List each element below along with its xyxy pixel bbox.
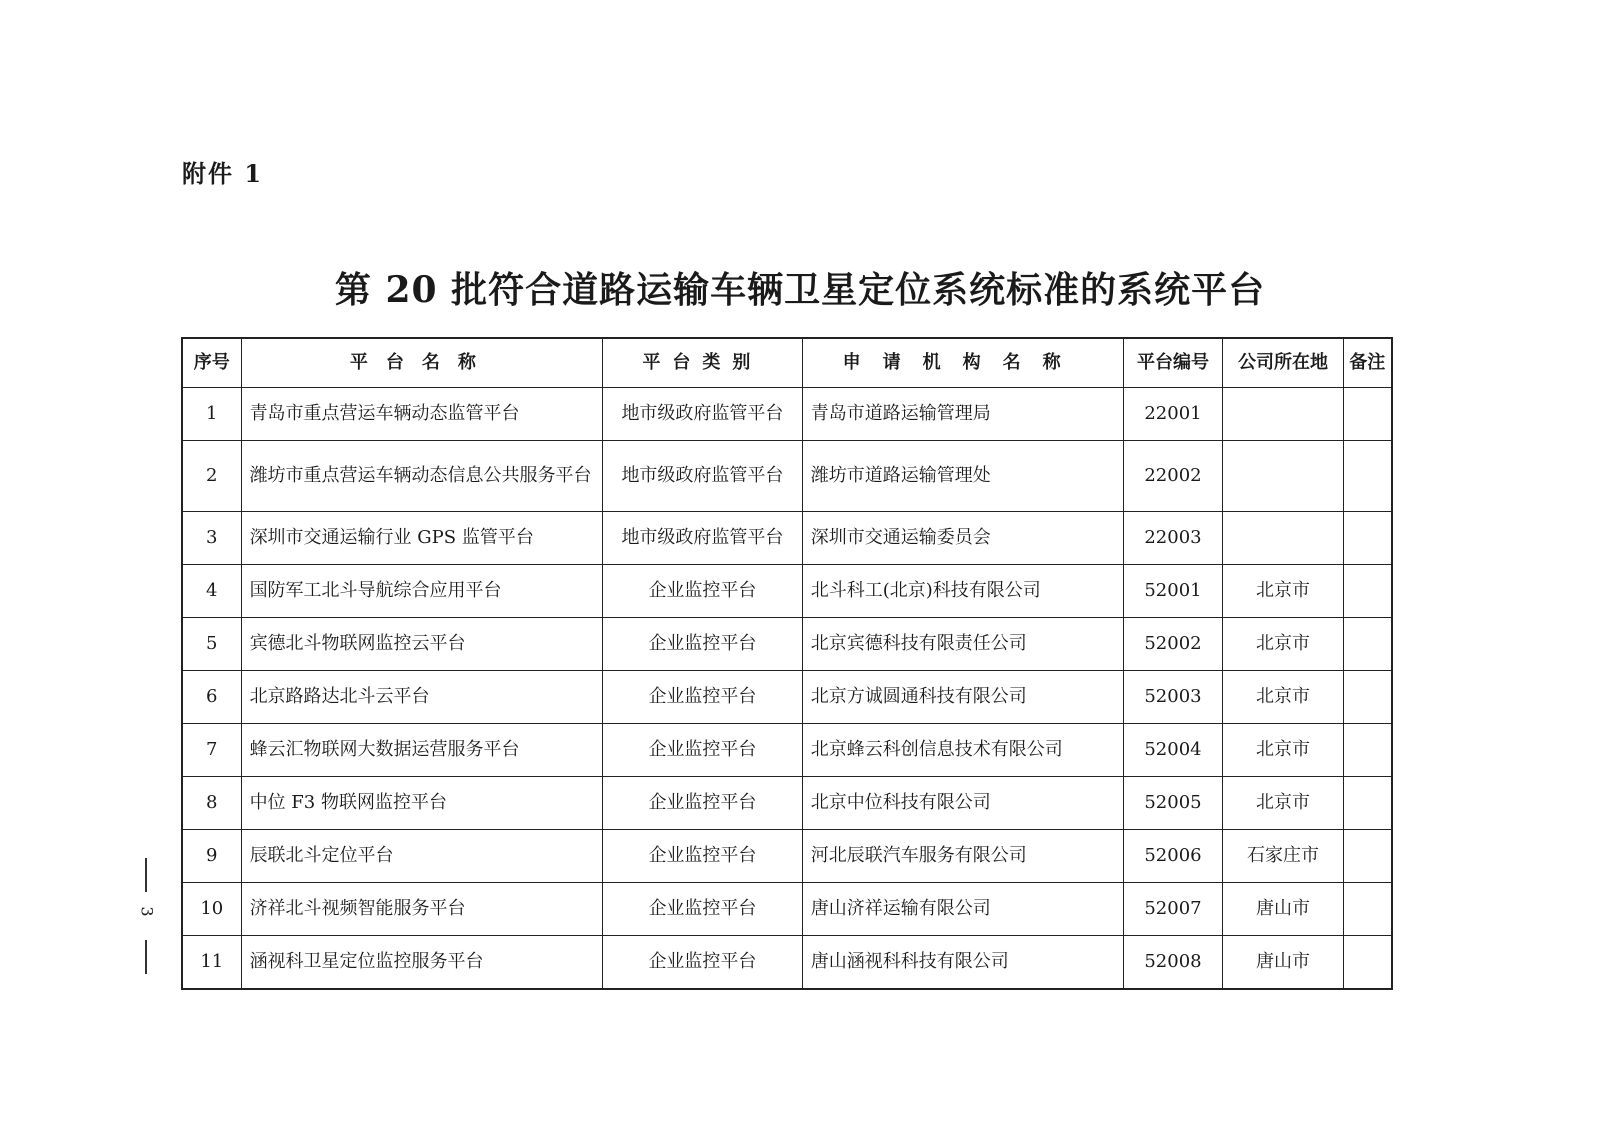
cell-platform-name: 蜂云汇物联网大数据运营服务平台 [241, 724, 603, 777]
header-company-location: 公司所在地 [1223, 338, 1343, 388]
cell-platform-category: 企业监控平台 [603, 883, 803, 936]
cell-applicant-org: 北京蜂云科创信息技术有限公司 [802, 724, 1123, 777]
cell-applicant-org: 北京宾德科技有限责任公司 [802, 618, 1123, 671]
platform-table [181, 337, 1393, 990]
table-row [182, 671, 1392, 724]
cell-applicant-org: 唐山济祥运输有限公司 [802, 883, 1123, 936]
cell-platform-category: 地市级政府监管平台 [603, 441, 803, 512]
page-number-mark [137, 858, 157, 978]
cell-seq: 9 [182, 830, 241, 883]
cell-applicant-org: 河北辰联汽车服务有限公司 [802, 830, 1123, 883]
cell-platform-code: 22003 [1123, 512, 1223, 565]
cell-platform-category: 企业监控平台 [603, 936, 803, 990]
cell-seq: 5 [182, 618, 241, 671]
header-platform-name: 平台名称 [241, 338, 603, 388]
cell-platform-category: 企业监控平台 [603, 830, 803, 883]
cell-company-location [1223, 388, 1343, 441]
table-row [182, 777, 1392, 830]
document-title: 第 20 批符合道路运输车辆卫星定位系统标准的系统平台 [334, 269, 1266, 311]
cell-platform-code: 52004 [1123, 724, 1223, 777]
cell-platform-category: 企业监控平台 [603, 724, 803, 777]
table-row [182, 441, 1392, 512]
cell-platform-code: 52006 [1123, 830, 1223, 883]
cell-remarks [1343, 830, 1392, 883]
cell-platform-name: 济祥北斗视频智能服务平台 [241, 883, 603, 936]
cell-platform-code: 52002 [1123, 618, 1223, 671]
table-row [182, 388, 1392, 441]
page-number: 3 [137, 906, 157, 917]
cell-platform-code: 22002 [1123, 441, 1223, 512]
cell-applicant-org: 唐山涵视科科技有限公司 [802, 936, 1123, 990]
page-mark-line-top [145, 858, 147, 892]
cell-platform-name: 国防军工北斗导航综合应用平台 [241, 565, 603, 618]
table-row [182, 883, 1392, 936]
table-row [182, 618, 1392, 671]
cell-company-location: 唐山市 [1223, 883, 1343, 936]
cell-remarks [1343, 883, 1392, 936]
cell-platform-name: 北京路路达北斗云平台 [241, 671, 603, 724]
cell-company-location [1223, 512, 1343, 565]
cell-remarks [1343, 565, 1392, 618]
cell-platform-code: 52008 [1123, 936, 1223, 990]
cell-remarks [1343, 724, 1392, 777]
page-mark-line-bottom [145, 940, 147, 974]
cell-applicant-org: 青岛市道路运输管理局 [802, 388, 1123, 441]
cell-seq: 7 [182, 724, 241, 777]
table-row [182, 724, 1392, 777]
cell-platform-code: 22001 [1123, 388, 1223, 441]
table-row [182, 830, 1392, 883]
header-seq: 序号 [182, 338, 241, 388]
header-platform-category: 平台类别 [603, 338, 803, 388]
cell-applicant-org: 北斗科工(北京)科技有限公司 [802, 565, 1123, 618]
cell-applicant-org: 潍坊市道路运输管理处 [802, 441, 1123, 512]
table-row [182, 565, 1392, 618]
cell-company-location: 北京市 [1223, 671, 1343, 724]
cell-platform-code: 52001 [1123, 565, 1223, 618]
cell-remarks [1343, 388, 1392, 441]
cell-platform-category: 企业监控平台 [603, 671, 803, 724]
cell-platform-name: 中位 F3 物联网监控平台 [241, 777, 603, 830]
cell-company-location: 北京市 [1223, 724, 1343, 777]
attachment-label: 附件 1 [182, 159, 264, 188]
cell-platform-category: 地市级政府监管平台 [603, 388, 803, 441]
cell-seq: 2 [182, 441, 241, 512]
cell-company-location: 北京市 [1223, 618, 1343, 671]
header-remarks: 备注 [1343, 338, 1392, 388]
cell-platform-name: 潍坊市重点营运车辆动态信息公共服务平台 [241, 441, 603, 512]
cell-platform-code: 52005 [1123, 777, 1223, 830]
cell-seq: 6 [182, 671, 241, 724]
cell-platform-name: 宾德北斗物联网监控云平台 [241, 618, 603, 671]
cell-company-location: 石家庄市 [1223, 830, 1343, 883]
table-row [182, 936, 1392, 990]
cell-applicant-org: 北京中位科技有限公司 [802, 777, 1123, 830]
cell-company-location: 北京市 [1223, 565, 1343, 618]
cell-platform-category: 企业监控平台 [603, 618, 803, 671]
cell-platform-code: 52007 [1123, 883, 1223, 936]
cell-company-location: 北京市 [1223, 777, 1343, 830]
cell-seq: 8 [182, 777, 241, 830]
cell-seq: 4 [182, 565, 241, 618]
table-header-row [182, 338, 1392, 388]
cell-platform-name: 深圳市交通运输行业 GPS 监管平台 [241, 512, 603, 565]
cell-company-location: 唐山市 [1223, 936, 1343, 990]
cell-platform-code: 52003 [1123, 671, 1223, 724]
cell-remarks [1343, 441, 1392, 512]
table-row [182, 512, 1392, 565]
cell-platform-category: 企业监控平台 [603, 565, 803, 618]
cell-remarks [1343, 671, 1392, 724]
cell-remarks [1343, 936, 1392, 990]
cell-platform-name: 青岛市重点营运车辆动态监管平台 [241, 388, 603, 441]
cell-platform-name: 辰联北斗定位平台 [241, 830, 603, 883]
cell-remarks [1343, 618, 1392, 671]
cell-remarks [1343, 512, 1392, 565]
cell-seq: 1 [182, 388, 241, 441]
cell-applicant-org: 深圳市交通运输委员会 [802, 512, 1123, 565]
header-applicant-org: 申请机构名称 [802, 338, 1123, 388]
cell-platform-category: 地市级政府监管平台 [603, 512, 803, 565]
cell-applicant-org: 北京方诚圆通科技有限公司 [802, 671, 1123, 724]
cell-seq: 3 [182, 512, 241, 565]
cell-platform-name: 涵视科卫星定位监控服务平台 [241, 936, 603, 990]
cell-seq: 11 [182, 936, 241, 990]
cell-platform-category: 企业监控平台 [603, 777, 803, 830]
cell-company-location [1223, 441, 1343, 512]
cell-remarks [1343, 777, 1392, 830]
cell-seq: 10 [182, 883, 241, 936]
header-platform-code: 平台编号 [1123, 338, 1223, 388]
